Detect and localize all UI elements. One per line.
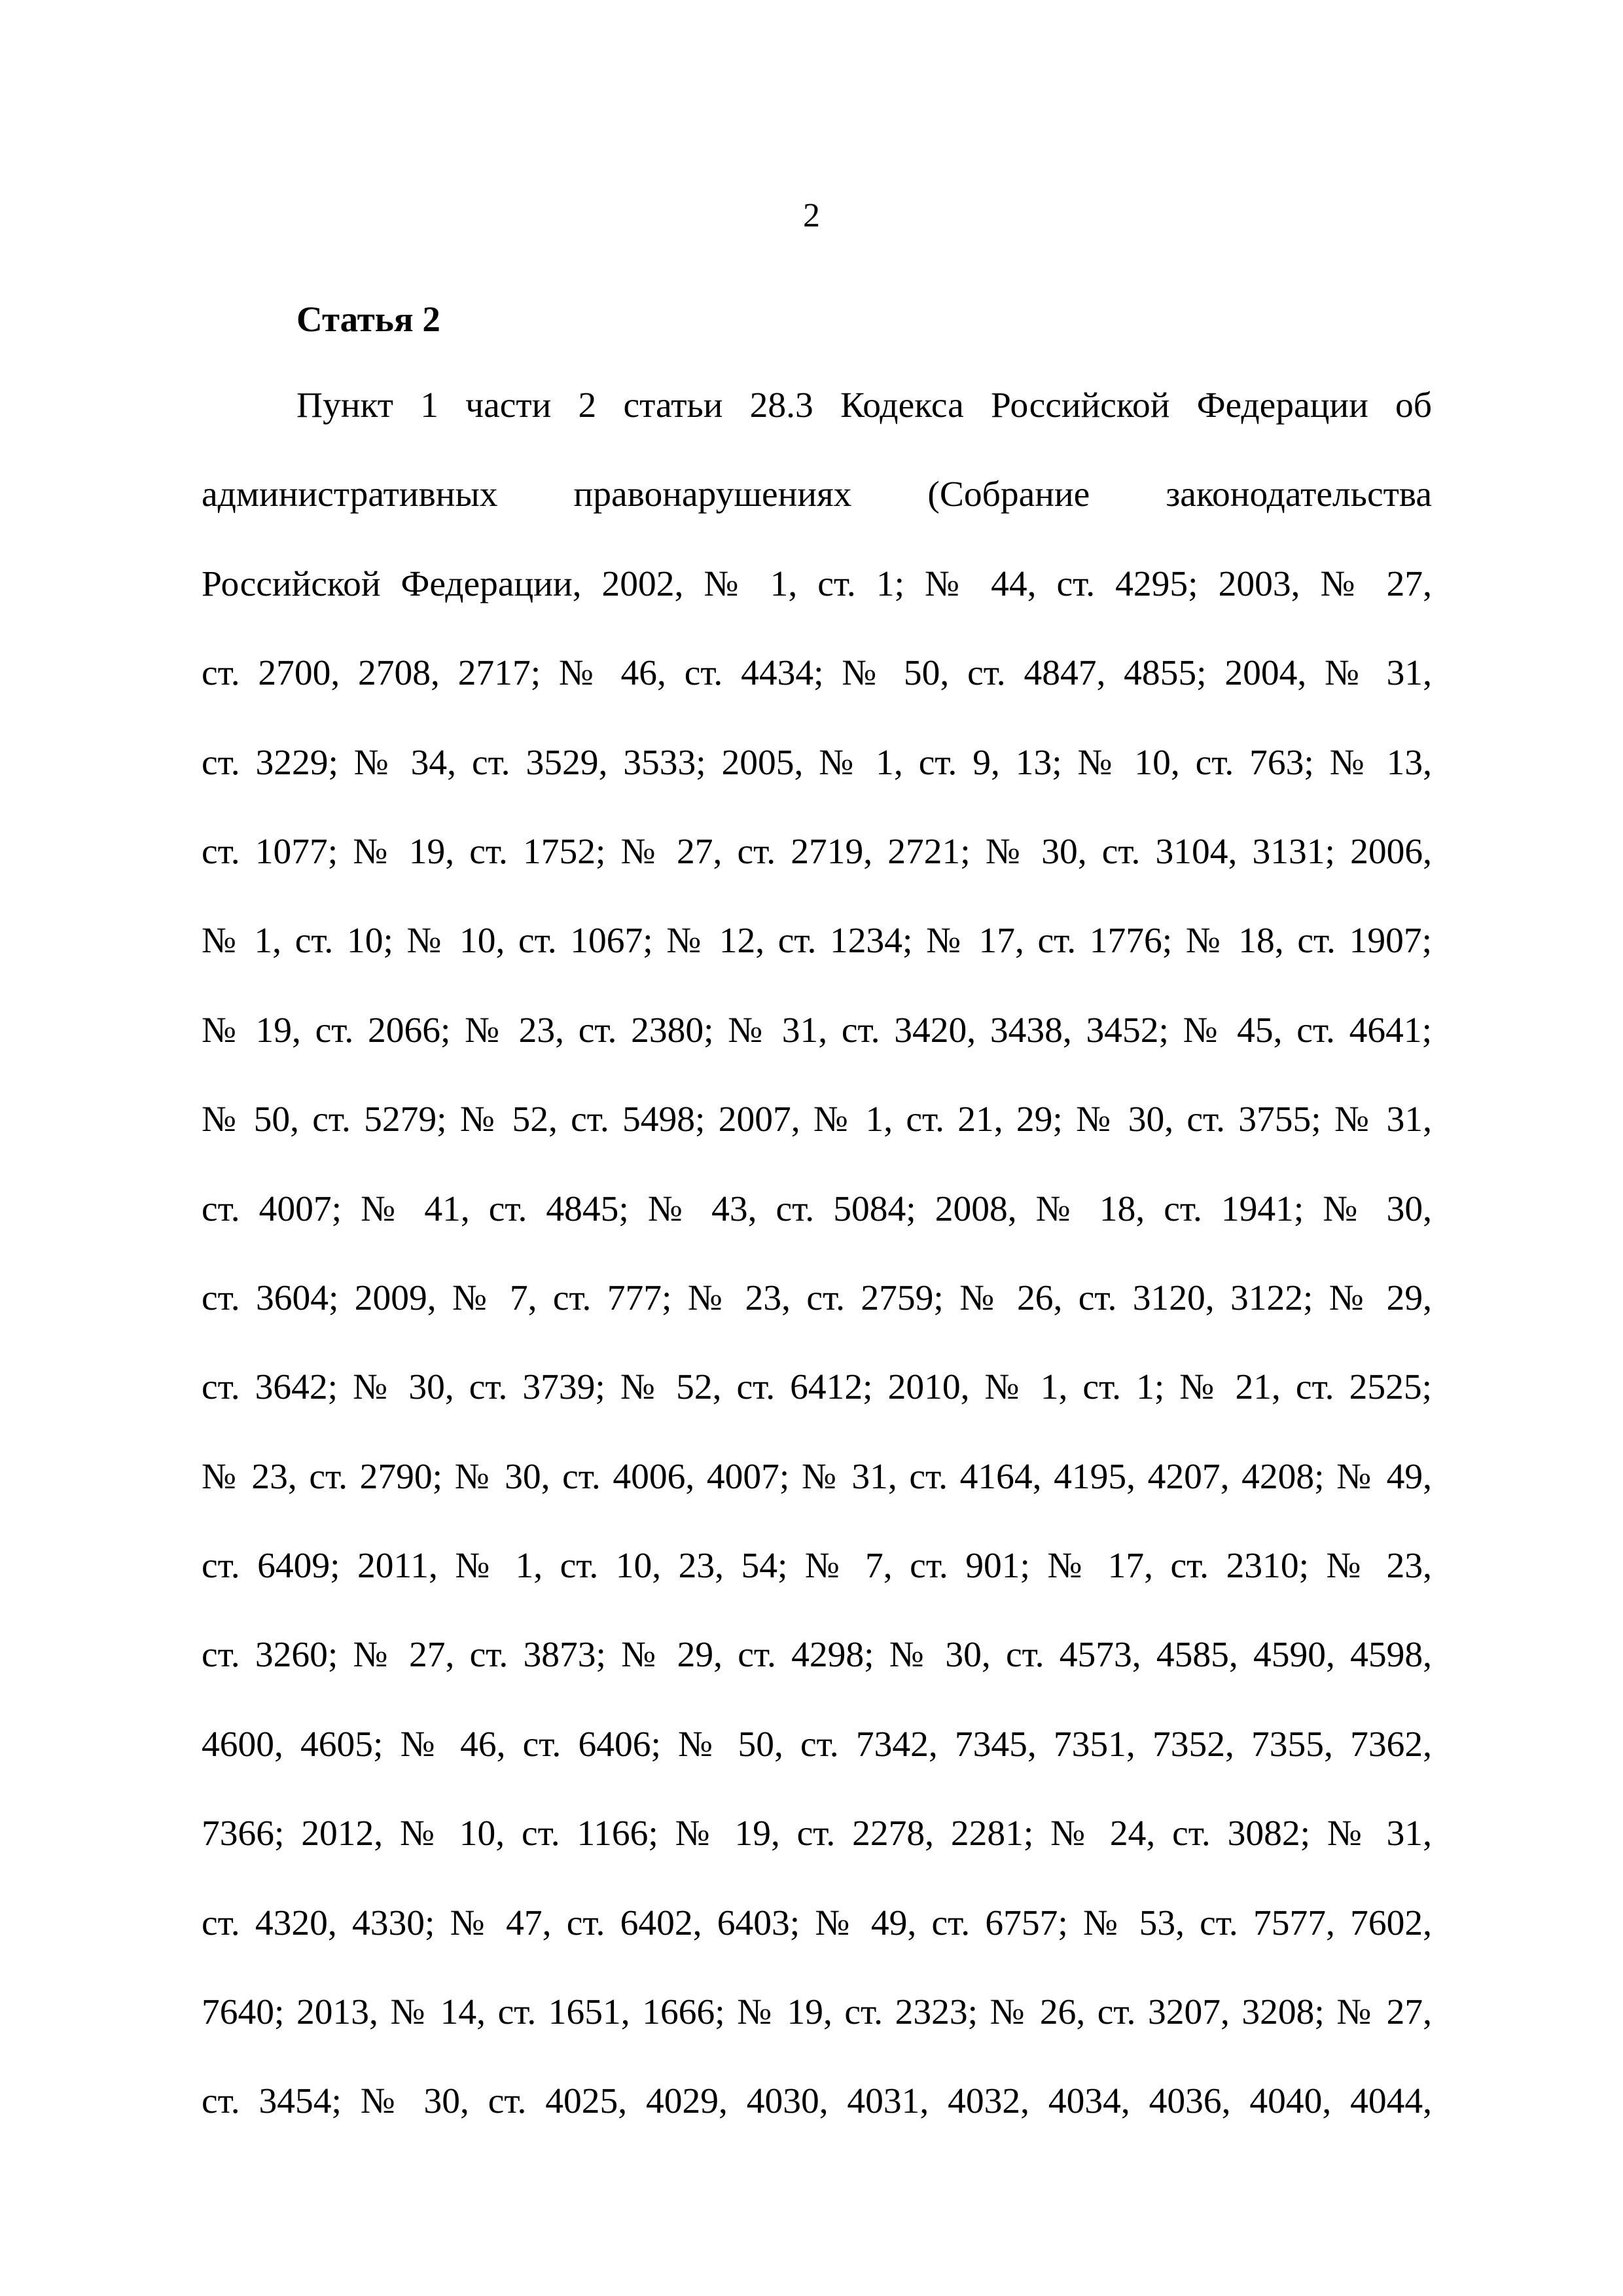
text-line: № 1, ст. 10; № 10, ст. 1067; № 12, ст. 1234; № 17, ст. 1776; № 18, ст. 1907;: [202, 921, 1432, 961]
text-line: ст. 3454; № 30, ст. 4025, 4029, 4030, 4031, 4032, 4034, 4036, 4040, 4044,: [202, 2081, 1432, 2122]
text-line: ст. 4320, 4330; № 47, ст. 6402, 6403; № 49, ст. 6757; № 53, ст. 7577, 7602,: [202, 1903, 1432, 1943]
text-line: ст. 3229; № 34, ст. 3529, 3533; 2005, № 1, ст. 9, 13; № 10, ст. 763; № 13,: [202, 742, 1432, 783]
article-body: [202, 380, 1432, 2165]
text-line: ст. 3642; № 30, ст. 3739; № 52, ст. 6412; 2010, № 1, ст. 1; № 21, ст. 2525;: [202, 1367, 1432, 1408]
text-line: административных правонарушениях (Собрание законодательства: [202, 475, 1432, 515]
text-line: 7640; 2013, № 14, ст. 1651, 1666; № 19, ст. 2323; № 26, ст. 3207, 3208; № 27,: [202, 1992, 1432, 2033]
text-line: 4600, 4605; № 46, ст. 6406; № 50, ст. 7342, 7345, 7351, 7352, 7355, 7362,: [202, 1724, 1432, 1765]
page-number: 2: [803, 197, 820, 234]
text-line: ст. 2700, 2708, 2717; № 46, ст. 4434; № 50, ст. 4847, 4855; 2004, № 31,: [202, 653, 1432, 694]
text-line: ст. 3604; 2009, № 7, ст. 777; № 23, ст. 2759; № 26, ст. 3120, 3122; № 29,: [202, 1278, 1432, 1318]
text-line: Пункт 1 части 2 статьи 28.3 Кодекса Российской Федерации об: [296, 386, 1432, 425]
article-heading: Статья 2: [296, 299, 440, 339]
text-line: Российской Федерации, 2002, № 1, ст. 1; № 44, ст. 4295; 2003, № 27,: [202, 564, 1432, 604]
text-line: 7366; 2012, № 10, ст. 1166; № 19, ст. 2278, 2281; № 24, ст. 3082; № 31,: [202, 1814, 1432, 1854]
text-line: ст. 1077; № 19, ст. 1752; № 27, ст. 2719, 2721; № 30, ст. 3104, 3131; 2006,: [202, 831, 1432, 872]
text-line: № 19, ст. 2066; № 23, ст. 2380; № 31, ст. 3420, 3438, 3452; № 45, ст. 4641;: [202, 1010, 1432, 1050]
text-line: ст. 6409; 2011, № 1, ст. 10, 23, 54; № 7, ст. 901; № 17, ст. 2310; № 23,: [202, 1546, 1432, 1587]
text-line: ст. 3260; № 27, ст. 3873; № 29, ст. 4298; № 30, ст. 4573, 4585, 4590, 4598,: [202, 1635, 1432, 1676]
text-line: № 23, ст. 2790; № 30, ст. 4006, 4007; № 31, ст. 4164, 4195, 4207, 4208; № 49,: [202, 1456, 1432, 1497]
text-line: № 50, ст. 5279; № 52, ст. 5498; 2007, № 1, ст. 21, 29; № 30, ст. 3755; № 31,: [202, 1100, 1432, 1140]
text-line: ст. 4007; № 41, ст. 4845; № 43, ст. 5084; 2008, № 18, ст. 1941; № 30,: [202, 1189, 1432, 1229]
